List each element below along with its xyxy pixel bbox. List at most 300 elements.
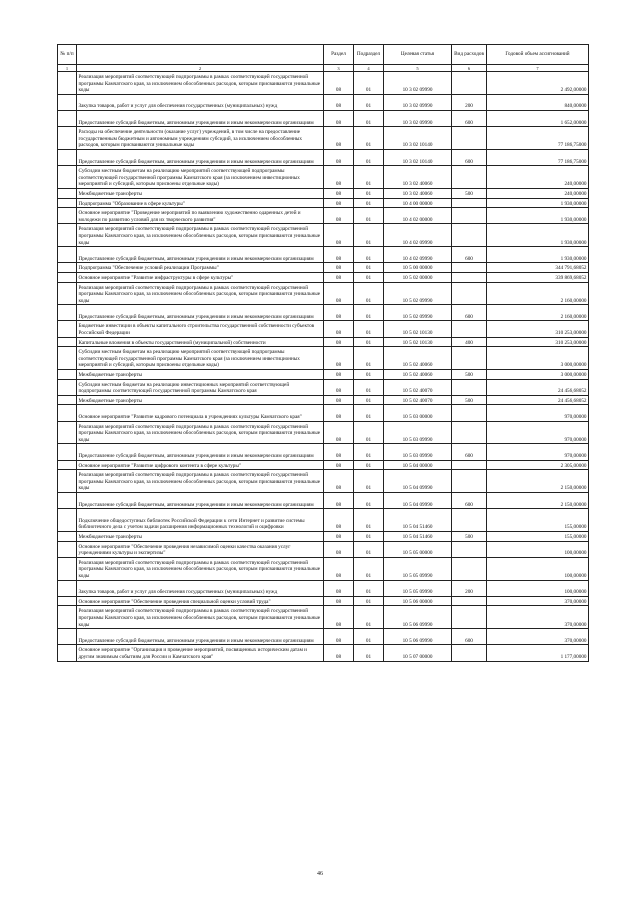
row-target-article: 10 3 02 09990 <box>384 94 452 110</box>
row-section: 08 <box>324 405 354 421</box>
table-row <box>58 531 589 541</box>
table-row <box>58 645 589 661</box>
row-number-cell <box>58 127 77 150</box>
row-subsection: 01 <box>354 470 384 493</box>
row-number-cell <box>58 321 77 337</box>
row-amount: 24 456,68052 <box>487 395 589 405</box>
table-row <box>58 127 589 150</box>
row-subsection: 01 <box>354 580 384 596</box>
row-subsection: 01 <box>354 606 384 629</box>
row-section: 08 <box>324 321 354 337</box>
row-amount: 1 930,00000 <box>487 198 589 208</box>
row-amount: 370,00000 <box>487 606 589 629</box>
row-expense-type: 500 <box>452 188 487 198</box>
row-number-cell <box>58 188 77 198</box>
row-target-article: 10 5 04 00000 <box>384 460 452 470</box>
row-section: 08 <box>324 541 354 557</box>
row-section: 08 <box>324 460 354 470</box>
table-row <box>58 379 589 395</box>
row-number-cell <box>58 272 77 282</box>
row-number-cell <box>58 166 77 189</box>
row-amount: 2 492,00000 <box>487 72 589 95</box>
row-section: 08 <box>324 629 354 645</box>
table-row <box>58 370 589 380</box>
row-number-cell <box>58 629 77 645</box>
row-number-cell <box>58 557 77 580</box>
row-description: Закупка товаров, работ и услуг для обеспечения государственных (муниципальных) нужд <box>77 580 324 596</box>
page-number: 46 <box>317 871 323 877</box>
column-number: 5 <box>384 65 452 72</box>
row-description: Межбюджетные трансферты <box>77 531 324 541</box>
row-number-cell <box>58 460 77 470</box>
budget-table <box>57 44 589 662</box>
row-subsection: 01 <box>354 208 384 224</box>
table-body <box>58 65 589 662</box>
row-amount: 1 930,00000 <box>487 247 589 263</box>
row-description: Предоставление субсидий бюджетным, автономным учреждениям и иным некоммерческим организациям <box>77 110 324 126</box>
row-number-cell <box>58 444 77 460</box>
row-amount: 100,00000 <box>487 580 589 596</box>
row-number-cell <box>58 421 77 444</box>
row-section: 08 <box>324 470 354 493</box>
row-expense-type <box>452 645 487 661</box>
row-description: Подпрограмма "Образование в сфере культуры" <box>77 198 324 208</box>
budget-document <box>57 44 588 662</box>
row-target-article: 10 5 02 09990 <box>384 282 452 305</box>
row-expense-type <box>452 596 487 606</box>
row-description: Предоставление субсидий бюджетным, автономным учреждениям и иным некоммерческим организациям <box>77 149 324 165</box>
row-expense-type <box>452 166 487 189</box>
row-target-article: 10 5 04 51460 <box>384 509 452 532</box>
row-subsection: 01 <box>354 110 384 126</box>
row-number-cell <box>58 580 77 596</box>
row-expense-type <box>452 198 487 208</box>
row-target-article: 10 5 00 00000 <box>384 263 452 273</box>
row-number-cell <box>58 208 77 224</box>
row-description: Основное мероприятие "Обеспечение проведения специальной оценки условий труда" <box>77 596 324 606</box>
row-amount: 370,00000 <box>487 629 589 645</box>
row-subsection: 01 <box>354 305 384 321</box>
row-description: Капитальные вложения в объекты государственной (муниципальной) собственности <box>77 337 324 347</box>
row-subsection: 01 <box>354 444 384 460</box>
row-amount: 970,00000 <box>487 444 589 460</box>
row-target-article: 10 4 02 00000 <box>384 208 452 224</box>
table-row <box>58 405 589 421</box>
row-subsection: 01 <box>354 645 384 661</box>
table-row <box>58 305 589 321</box>
row-expense-type <box>452 606 487 629</box>
row-amount: 100,00000 <box>487 541 589 557</box>
row-subsection: 01 <box>354 421 384 444</box>
row-subsection: 01 <box>354 629 384 645</box>
row-expense-type <box>452 379 487 395</box>
row-subsection: 01 <box>354 493 384 509</box>
row-subsection: 01 <box>354 509 384 532</box>
row-number-cell <box>58 405 77 421</box>
row-subsection: 01 <box>354 321 384 337</box>
row-expense-type: 600 <box>452 110 487 126</box>
row-amount: 310 253,00000 <box>487 337 589 347</box>
row-expense-type <box>452 470 487 493</box>
row-target-article: 10 5 06 00000 <box>384 596 452 606</box>
row-number-cell <box>58 470 77 493</box>
row-section: 08 <box>324 72 354 95</box>
row-section: 08 <box>324 94 354 110</box>
row-target-article: 10 5 03 09990 <box>384 444 452 460</box>
table-row <box>58 224 589 247</box>
table-row <box>58 347 589 370</box>
row-target-article: 10 4 00 00000 <box>384 198 452 208</box>
row-amount: 3 000,00000 <box>487 370 589 380</box>
row-description: Реализация мероприятий соответствующей подпрограммы в рамках соответствующей государственной программы Камчатского края, за исключением обособленных расходов, которым присваиваются уникальные коды <box>77 421 324 444</box>
row-expense-type: 600 <box>452 305 487 321</box>
table-row <box>58 606 589 629</box>
row-subsection: 01 <box>354 596 384 606</box>
row-target-article: 10 5 02 40060 <box>384 370 452 380</box>
row-target-article: 10 5 05 00000 <box>384 541 452 557</box>
row-amount: 3 000,00000 <box>487 347 589 370</box>
row-description: Реализация мероприятий соответствующей подпрограммы в рамках соответствующей государственной программы Камчатского края, за исключением обособленных расходов, которым присваиваются уникальные коды <box>77 606 324 629</box>
row-target-article: 10 5 02 10130 <box>384 321 452 337</box>
row-amount: 155,00000 <box>487 531 589 541</box>
column-number: 2 <box>77 65 324 72</box>
row-target-article: 10 5 04 51460 <box>384 531 452 541</box>
row-subsection: 01 <box>354 395 384 405</box>
row-section: 08 <box>324 379 354 395</box>
row-number-cell <box>58 395 77 405</box>
row-amount: 840,00000 <box>487 94 589 110</box>
row-subsection: 01 <box>354 188 384 198</box>
row-subsection: 01 <box>354 370 384 380</box>
row-target-article: 10 5 02 40070 <box>384 379 452 395</box>
row-number-cell <box>58 541 77 557</box>
table-row <box>58 208 589 224</box>
row-section: 08 <box>324 188 354 198</box>
row-target-article: 10 5 02 09990 <box>384 305 452 321</box>
header-name <box>77 45 324 65</box>
header-num: № п/п <box>58 45 77 65</box>
header-subsection: Подраздел <box>354 45 384 65</box>
row-amount: 100,00000 <box>487 557 589 580</box>
row-amount: 2 160,00000 <box>487 282 589 305</box>
row-description: Субсидии местным бюджетам на реализацию мероприятий соответствующей подпрограммы соответствующей государственной программы Камчатского края (за исключением инвестиционных мероприятий и субсидий, которым присвоены отдельные коды) <box>77 347 324 370</box>
row-expense-type <box>452 421 487 444</box>
row-number-cell <box>58 645 77 661</box>
row-target-article: 10 5 02 00000 <box>384 272 452 282</box>
row-amount: 2 160,00000 <box>487 305 589 321</box>
row-description: Основное мероприятие "Развитие кадрового потенциала в учреждениях культуры Камчатского края" <box>77 405 324 421</box>
row-number-cell <box>58 596 77 606</box>
row-description: Основное мероприятие "Развитие цифрового контента в сфере культуры" <box>77 460 324 470</box>
row-number-cell <box>58 94 77 110</box>
table-row <box>58 509 589 532</box>
row-subsection: 01 <box>354 272 384 282</box>
row-amount: 970,00000 <box>487 405 589 421</box>
row-section: 08 <box>324 421 354 444</box>
header-section: Раздел <box>324 45 354 65</box>
row-target-article: 10 5 02 40060 <box>384 347 452 370</box>
row-number-cell <box>58 149 77 165</box>
row-section: 08 <box>324 580 354 596</box>
row-subsection: 01 <box>354 282 384 305</box>
row-target-article: 10 3 02 40060 <box>384 188 452 198</box>
row-section: 08 <box>324 247 354 263</box>
row-target-article: 10 3 02 09990 <box>384 72 452 95</box>
row-section: 08 <box>324 166 354 189</box>
row-description: Предоставление субсидий бюджетным, автономным учреждениям и иным некоммерческим организациям <box>77 305 324 321</box>
row-target-article: 10 3 02 10140 <box>384 127 452 150</box>
row-target-article: 10 5 07 00000 <box>384 645 452 661</box>
row-number-cell <box>58 379 77 395</box>
row-expense-type <box>452 127 487 150</box>
row-target-article: 10 4 02 09990 <box>384 247 452 263</box>
row-expense-type <box>452 405 487 421</box>
row-section: 08 <box>324 305 354 321</box>
row-number-cell <box>58 282 77 305</box>
row-subsection: 01 <box>354 247 384 263</box>
row-amount: 1 930,00000 <box>487 224 589 247</box>
table-row <box>58 110 589 126</box>
row-target-article: 10 3 02 09990 <box>384 110 452 126</box>
table-row <box>58 629 589 645</box>
row-number-cell <box>58 247 77 263</box>
row-description: Предоставление субсидий бюджетным, автономным учреждениям и иным некоммерческим организациям <box>77 247 324 263</box>
row-amount: 370,00000 <box>487 596 589 606</box>
row-amount: 240,00000 <box>487 188 589 198</box>
row-section: 08 <box>324 337 354 347</box>
row-section: 08 <box>324 347 354 370</box>
table-row <box>58 149 589 165</box>
row-description: Бюджетные инвестиции в объекты капитального строительства государственной собственности субъектов Российской Федерации <box>77 321 324 337</box>
row-amount: 1 930,00000 <box>487 208 589 224</box>
row-expense-type: 500 <box>452 395 487 405</box>
row-description: Подпрограмма "Обеспечение условий реализации Программы" <box>77 263 324 273</box>
row-expense-type <box>452 272 487 282</box>
row-section: 08 <box>324 370 354 380</box>
row-description: Субсидии местным бюджетам на реализацию инвестиционных мероприятий соответствующей подпрограммы соответствующей государственной программы Камчатского края <box>77 379 324 395</box>
row-expense-type <box>452 263 487 273</box>
row-amount: 1 652,00000 <box>487 110 589 126</box>
row-expense-type: 500 <box>452 370 487 380</box>
row-description: Расходы на обеспечение деятельности (оказание услуг) учреждений, в том числе на предоставление государственным бюджетным и автономным учреждениям субсидий, за исключением обособленных расходов, которым присваиваются уникальные коды <box>77 127 324 150</box>
row-target-article: 10 5 05 09990 <box>384 580 452 596</box>
row-number-cell <box>58 347 77 370</box>
row-target-article: 10 5 04 09990 <box>384 470 452 493</box>
row-description: Предоставление субсидий бюджетным, автономным учреждениям и иным некоммерческим организациям <box>77 444 324 460</box>
row-amount: 24 456,68052 <box>487 379 589 395</box>
table-row <box>58 247 589 263</box>
row-description: Реализация мероприятий соответствующей подпрограммы в рамках соответствующей государственной программы Камчатского края, за исключением обособленных расходов, которым присваиваются уникальные коды <box>77 470 324 493</box>
column-number-row <box>58 65 589 72</box>
row-amount: 970,00000 <box>487 421 589 444</box>
row-subsection: 01 <box>354 541 384 557</box>
table-row <box>58 596 589 606</box>
row-description: Реализация мероприятий соответствующей подпрограммы в рамках соответствующей государственной программы Камчатского края, за исключением обособленных расходов, которым присваиваются уникальные коды <box>77 557 324 580</box>
row-number-cell <box>58 370 77 380</box>
row-number-cell <box>58 305 77 321</box>
row-number-cell <box>58 72 77 95</box>
row-section: 08 <box>324 557 354 580</box>
row-target-article: 10 5 02 40070 <box>384 395 452 405</box>
header-exp-type: Вид расходов <box>452 45 487 65</box>
row-subsection: 01 <box>354 379 384 395</box>
row-expense-type <box>452 541 487 557</box>
row-section: 08 <box>324 272 354 282</box>
row-subsection: 01 <box>354 166 384 189</box>
row-amount: 240,00000 <box>487 166 589 189</box>
row-expense-type <box>452 509 487 532</box>
table-row <box>58 337 589 347</box>
row-description: Основное мероприятие "Обеспечение проведения независимой оценки качества оказания услуг учреждениями культуры и экспертизы" <box>77 541 324 557</box>
header-amount: Годовой объем ассигнований <box>487 45 589 65</box>
row-subsection: 01 <box>354 198 384 208</box>
row-subsection: 01 <box>354 531 384 541</box>
row-expense-type: 200 <box>452 580 487 596</box>
row-description: Субсидии местным бюджетам на реализацию мероприятий соответствующей подпрограммы соответствующей государственной программы Камчатского края (за исключением инвестиционных мероприятий и субсидий, которым присвоены отдельные коды) <box>77 166 324 189</box>
row-expense-type: 600 <box>452 247 487 263</box>
column-number: 7 <box>487 65 589 72</box>
row-target-article: 10 5 04 09990 <box>384 493 452 509</box>
row-subsection: 01 <box>354 405 384 421</box>
row-description: Межбюджетные трансферты <box>77 188 324 198</box>
row-description: Предоставление субсидий бюджетным, автономным учреждениям и иным некоммерческим организациям <box>77 493 324 509</box>
row-amount: 344 791,68052 <box>487 263 589 273</box>
row-section: 08 <box>324 493 354 509</box>
row-amount: 77 186,75000 <box>487 127 589 150</box>
row-section: 08 <box>324 224 354 247</box>
row-section: 08 <box>324 263 354 273</box>
row-description: Основное мероприятие "Организация и проведение мероприятий, посвященных историческим датам и другим значимым событиям для России и Камчатского края" <box>77 645 324 661</box>
row-target-article: 10 3 02 40060 <box>384 166 452 189</box>
table-row <box>58 72 589 95</box>
row-expense-type <box>452 557 487 580</box>
row-number-cell <box>58 110 77 126</box>
row-number-cell <box>58 493 77 509</box>
row-description: Реализация мероприятий соответствующей подпрограммы в рамках соответствующей государственной программы Камчатского края, за исключением обособленных расходов, которым присваиваются уникальные коды <box>77 282 324 305</box>
table-row <box>58 272 589 282</box>
row-expense-type <box>452 460 487 470</box>
row-amount: 2 305,00000 <box>487 460 589 470</box>
row-description: Основное мероприятие "Развитие инфраструктуры в сфере культуры" <box>77 272 324 282</box>
row-section: 08 <box>324 509 354 532</box>
column-number: 3 <box>324 65 354 72</box>
row-target-article: 10 5 03 00000 <box>384 405 452 421</box>
table-row <box>58 421 589 444</box>
row-section: 08 <box>324 395 354 405</box>
table-row <box>58 263 589 273</box>
row-subsection: 01 <box>354 337 384 347</box>
row-target-article: 10 5 03 09990 <box>384 421 452 444</box>
row-section: 08 <box>324 208 354 224</box>
row-subsection: 01 <box>354 127 384 150</box>
table-row <box>58 444 589 460</box>
row-section: 08 <box>324 531 354 541</box>
row-expense-type: 400 <box>452 337 487 347</box>
column-number: 6 <box>452 65 487 72</box>
row-target-article: 10 5 06 09990 <box>384 629 452 645</box>
table-row <box>58 198 589 208</box>
row-number-cell <box>58 606 77 629</box>
row-expense-type <box>452 72 487 95</box>
row-expense-type <box>452 321 487 337</box>
row-section: 08 <box>324 606 354 629</box>
table-row <box>58 321 589 337</box>
row-amount: 2 150,00000 <box>487 470 589 493</box>
table-row <box>58 460 589 470</box>
row-target-article: 10 5 05 09990 <box>384 557 452 580</box>
table-row <box>58 580 589 596</box>
table-header-row <box>58 45 589 65</box>
row-description: Межбюджетные трансферты <box>77 370 324 380</box>
row-section: 08 <box>324 110 354 126</box>
row-target-article: 10 3 02 10140 <box>384 149 452 165</box>
row-number-cell <box>58 198 77 208</box>
table-row <box>58 188 589 198</box>
row-section: 08 <box>324 596 354 606</box>
row-description: Реализация мероприятий соответствующей подпрограммы в рамках соответствующей государственной программы Камчатского края, за исключением обособленных расходов, которым присваиваются уникальные коды <box>77 72 324 95</box>
row-amount: 155,00000 <box>487 509 589 532</box>
row-section: 08 <box>324 198 354 208</box>
row-subsection: 01 <box>354 263 384 273</box>
row-amount: 339 869,68052 <box>487 272 589 282</box>
row-subsection: 01 <box>354 224 384 247</box>
table-row <box>58 94 589 110</box>
row-expense-type <box>452 282 487 305</box>
row-section: 08 <box>324 282 354 305</box>
table-row <box>58 166 589 189</box>
row-description: Основное мероприятие "Проведение мероприятий по выявлению художественно одаренных детей и молодежи по развитию условий для их творческого развития" <box>77 208 324 224</box>
row-expense-type: 600 <box>452 629 487 645</box>
row-expense-type <box>452 347 487 370</box>
row-amount: 310 253,00000 <box>487 321 589 337</box>
row-section: 08 <box>324 444 354 460</box>
row-target-article: 10 5 02 10130 <box>384 337 452 347</box>
table-row <box>58 282 589 305</box>
row-description: Закупка товаров, работ и услуг для обеспечения государственных (муниципальных) нужд <box>77 94 324 110</box>
row-description: Реализация мероприятий соответствующей подпрограммы в рамках соответствующей государственной программы Камчатского края, за исключением обособленных расходов, которым присваиваются уникальные коды <box>77 224 324 247</box>
row-number-cell <box>58 531 77 541</box>
row-expense-type: 600 <box>452 493 487 509</box>
row-target-article: 10 4 02 09990 <box>384 224 452 247</box>
table-row <box>58 493 589 509</box>
row-description: Предоставление субсидий бюджетным, автономным учреждениям и иным некоммерческим организациям <box>77 629 324 645</box>
table-row <box>58 470 589 493</box>
column-number: 1 <box>58 65 77 72</box>
row-target-article: 10 5 06 09990 <box>384 606 452 629</box>
row-amount: 77 186,75000 <box>487 149 589 165</box>
row-subsection: 01 <box>354 94 384 110</box>
table-row <box>58 541 589 557</box>
row-section: 08 <box>324 127 354 150</box>
row-expense-type <box>452 208 487 224</box>
row-section: 08 <box>324 645 354 661</box>
row-description: Межбюджетные трансферты <box>77 395 324 405</box>
header-target: Целевая статья <box>384 45 452 65</box>
row-number-cell <box>58 263 77 273</box>
row-expense-type <box>452 224 487 247</box>
row-subsection: 01 <box>354 557 384 580</box>
row-description: Подключение общедоступных библиотек Российской Федерации к сети Интернет и развитие системы библиотечного дела с учетом задачи расширения информационных технологий и оцифровки <box>77 509 324 532</box>
row-expense-type: 600 <box>452 149 487 165</box>
row-number-cell <box>58 337 77 347</box>
row-subsection: 01 <box>354 460 384 470</box>
row-section: 08 <box>324 149 354 165</box>
row-subsection: 01 <box>354 149 384 165</box>
row-amount: 2 150,00000 <box>487 493 589 509</box>
row-expense-type: 600 <box>452 444 487 460</box>
row-expense-type: 200 <box>452 94 487 110</box>
row-number-cell <box>58 224 77 247</box>
